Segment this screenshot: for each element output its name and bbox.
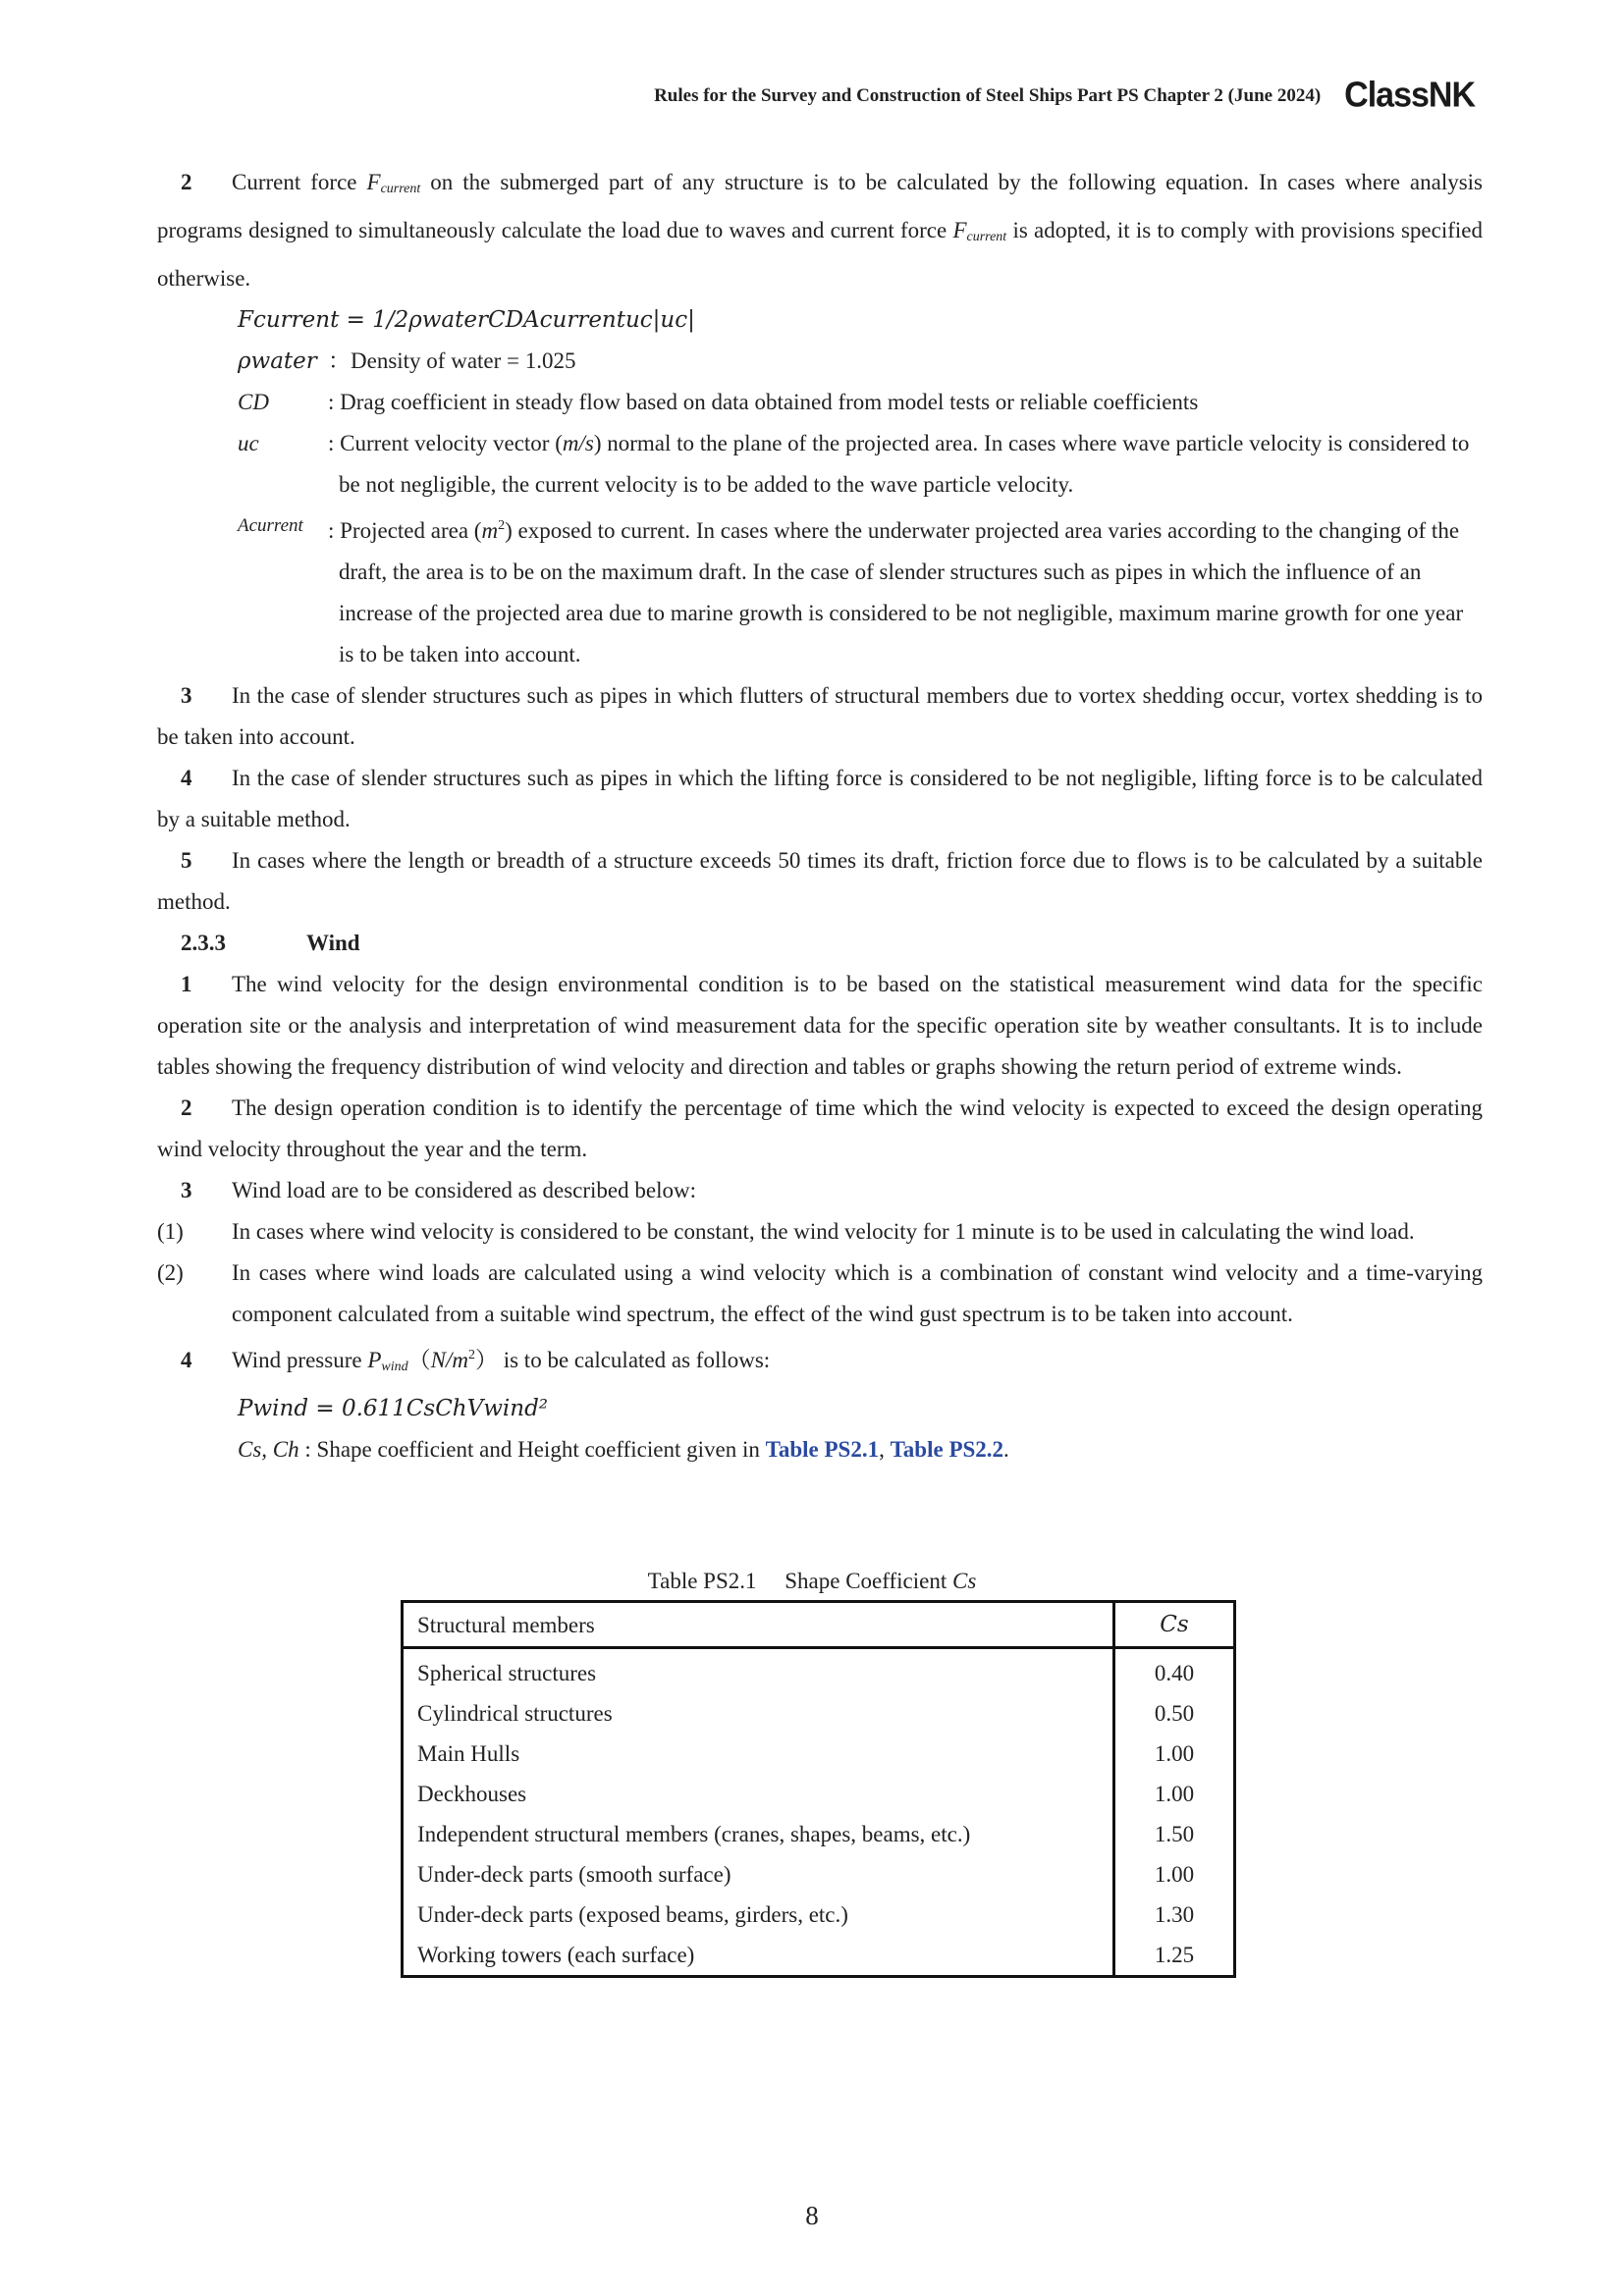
body-text (157, 162, 1483, 1470)
paragraph-5: 5 In cases where the length or breadth of a structure exceeds 50 times its draft, friction force due to flows is to be calculated by a suitable method. (157, 848, 1483, 914)
wind-item-2: (2) In cases where wind loads are calculated using a wind velocity which is a combination of constant wind velocity and a time-varying component calculated from a suitable wind spectrum, the effect of the wind gust spectrum is to be taken into account. (157, 1260, 1483, 1326)
def-rho-water: ρwater ：Density of water = 1.025 (238, 348, 576, 374)
def-uc: uc : Current velocity vector (m/s) normal to the plane of the projected area. In cases where wave particle velocity is considered to be not negligible, the current velocity is to be added to the wave particle velocity. (238, 431, 1470, 497)
paragraph-3: 3 In the case of slender structures such as pipes in which flutters of structural members due to vortex shedding occur, vortex shedding is to be taken into account. (157, 683, 1483, 749)
wind-paragraph-2: 2 The design operation condition is to identify the percentage of time which the wind velocity is expected to exceed the design operating wind velocity throughout the year and the term. (157, 1095, 1483, 1161)
def-cs-ch: Cs, Ch : Shape coefficient and Height coefficient given in Table PS2.1, Table PS2.2. (238, 1437, 1009, 1462)
wind-pressure-equation: Pwind = 0.611CsChVwind² (238, 1396, 549, 1421)
table-caption: Table PS2.1 Shape Coefficient Cs (647, 1569, 977, 1593)
wind-paragraph-3: 3 Wind load are to be considered as described below: (181, 1178, 696, 1202)
current-force-equation: Fcurrent = 1/2ρwaterCDAcurrentuc|uc| (238, 307, 695, 333)
link-table-ps2-2[interactable]: Table PS2.2 (890, 1437, 1004, 1462)
table-row: Main Hulls 1.00 (403, 1734, 1235, 1774)
table-row: Independent structural members (cranes, shapes, beams, etc.) 1.50 (403, 1814, 1235, 1854)
table-header-row (403, 1602, 1235, 1648)
section-heading: 2.3.3 Wind (181, 931, 360, 955)
table-row: Spherical structures 0.40 (403, 1648, 1235, 1694)
shape-coefficient-table (401, 1600, 1236, 1978)
link-table-ps2-1[interactable]: Table PS2.1 (765, 1437, 880, 1462)
paragraph-2: 2 Current force $F_{current}$ on the submerged part of any structure is to be calculated by the following equation. In cases where analysis programs designed to simultaneously calculate the load due to waves and current force $F_{current}$ is adopted, it is to comply with provisions specified otherwise. (157, 170, 1483, 291)
header-cs: Cs (1114, 1602, 1235, 1648)
def-acurrent: Acurrent : Projected area $(m^2)$ exposed to current. In cases where the underwater projected area varies according to the changing of the draft, the area is to be on the maximum draft. In the case of slender structures such as pipes in which the influence of an increase of the projected area due to marine growth is considered to be not negligible, maximum marine growth for one year is to be taken into account. (238, 515, 1464, 667)
table-row: Under-deck parts (smooth surface) 1.00 (403, 1854, 1235, 1895)
header-title: Rules for the Survey and Construction of Steel Ships Part PS Chapter 2 (June 2024) (654, 84, 1322, 106)
table-row: Under-deck parts (exposed beams, girders, etc.) 1.30 (403, 1895, 1235, 1935)
classnk-logo: ClassNK (1344, 76, 1475, 115)
header-structural-members: Structural members (403, 1602, 1114, 1648)
table-row: Cylindrical structures 0.50 (403, 1693, 1235, 1734)
table-row: Working towers (each surface) 1.25 (403, 1935, 1235, 1977)
wind-item-1: (1) In cases where wind velocity is considered to be constant, the wind velocity for 1 minute is to be used in calculating the wind load. (157, 1219, 1415, 1244)
table-row: Deckhouses 1.00 (403, 1774, 1235, 1814)
wind-paragraph-4: 4 Wind pressure $P_{wind}(N/m^2)$ is to be calculated as follows: (181, 1348, 771, 1374)
wind-paragraph-1: 1 The wind velocity for the design environmental condition is to be based on the statistical measurement wind data for the specific operation site or the analysis and interpretation of wind measurement data for the specific operation site by weather consultants. It is to include tables showing the frequency distribution of wind velocity and direction and tables or graphs showing the return period of extreme winds. (157, 972, 1483, 1079)
paragraph-4: 4 In the case of slender structures such as pipes in which the lifting force is considered to be not negligible, lifting force is to be calculated by a suitable method. (157, 766, 1483, 831)
running-header (654, 77, 1475, 115)
page-number: 8 (805, 2201, 819, 2230)
def-cd: CD : Drag coefficient in steady flow based on data obtained from model tests or reliable coefficients (238, 390, 1199, 414)
